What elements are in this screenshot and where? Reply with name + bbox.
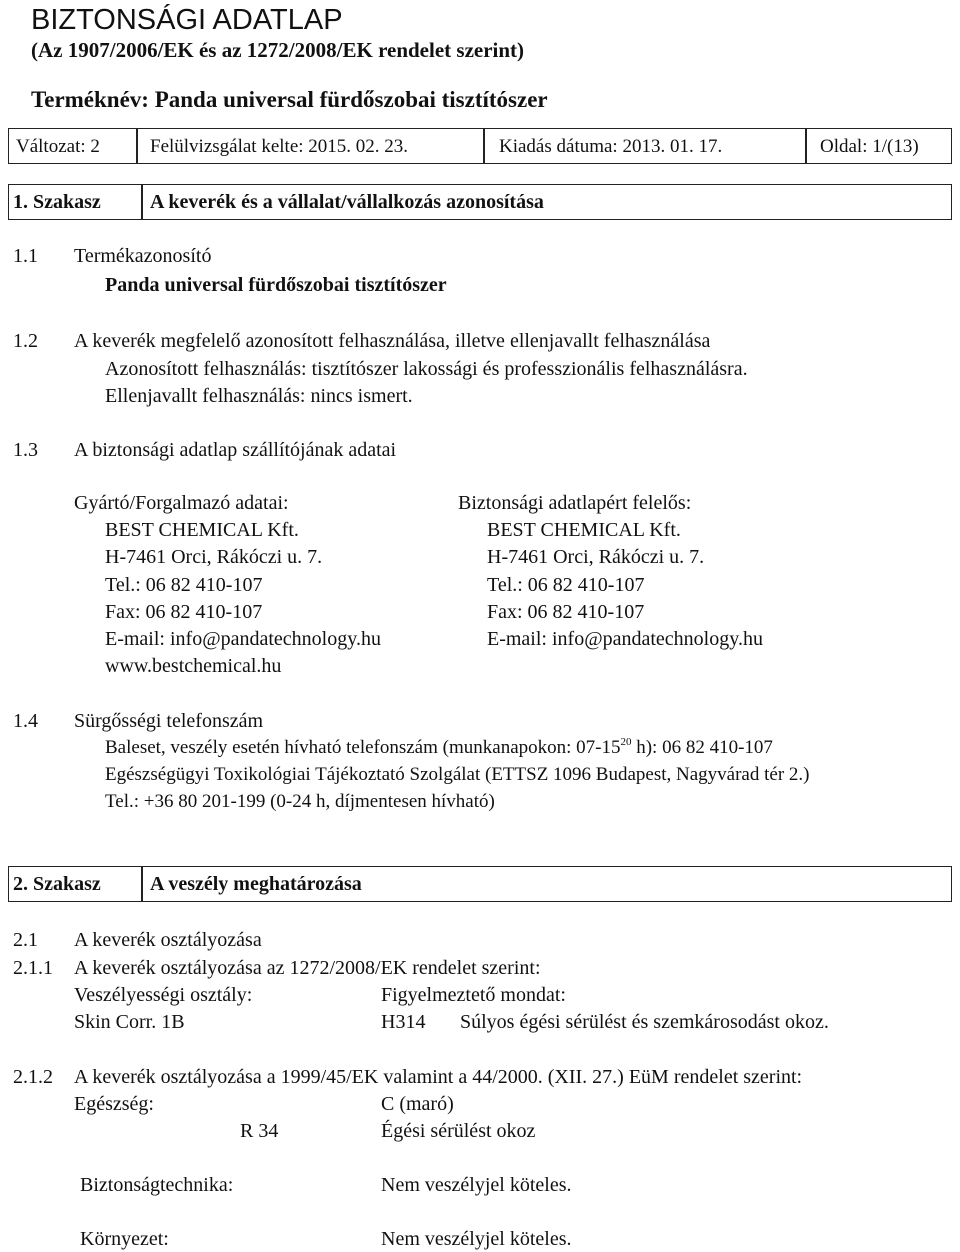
hours-superscript: 20 — [620, 736, 632, 748]
s11-title: Termékazonosító — [74, 245, 212, 267]
regulation-subtitle: (Az 1907/2006/EK és az 1272/2008/EK rendelet szerint) — [31, 38, 525, 62]
emergency-phone-line — [105, 738, 773, 757]
responsible-heading: Biztonsági adatlapért felelős: — [458, 492, 692, 514]
s11-product-name: Panda universal fürdőszobai tisztítószer — [105, 274, 447, 296]
s211-title: A keverék osztályozása az 1272/2008/EK rendelet szerint: — [74, 957, 541, 979]
safety-value: Nem veszélyjel köteles. — [381, 1174, 572, 1196]
supplier-fax: Fax: 06 82 410-107 — [105, 601, 263, 623]
responsible-company: BEST CHEMICAL Kft. — [487, 519, 681, 541]
s12-identified-use: Azonosított felhasználás: tisztítószer lakossági és professzionális felhasználásra. — [105, 358, 748, 380]
hazard-class-value: Skin Corr. 1B — [74, 1011, 185, 1033]
warning-label: Figyelmeztető mondat: — [381, 984, 566, 1006]
health-value: C (maró) — [381, 1093, 454, 1115]
responsible-email[interactable]: E-mail: info@pandatechnology.hu — [487, 628, 763, 650]
s212-number: 2.1.2 — [13, 1066, 53, 1088]
environment-label: Környezet: — [80, 1228, 169, 1250]
version-label: Változat: 2 — [16, 136, 100, 157]
r-phrase: Égési sérülést okoz — [381, 1120, 536, 1142]
revision-date: Felülvizsgálat kelte: 2015. 02. 23. — [150, 136, 409, 157]
s11-number: 1.1 — [13, 245, 38, 267]
page-number: Oldal: 1/(13) — [820, 136, 919, 157]
section2-number: 2. Szakasz — [13, 873, 101, 895]
supplier-company: BEST CHEMICAL Kft. — [105, 519, 299, 541]
product-name-header: Terméknév: Panda universal fürdőszobai tisztítószer — [31, 87, 548, 112]
meta-divider — [483, 128, 485, 164]
supplier-email[interactable]: E-mail: info@pandatechnology.hu — [105, 628, 381, 650]
s212-title: A keverék osztályozása a 1999/45/EK valamint a 44/2000. (XII. 27.) EüM rendelet szerint: — [74, 1066, 803, 1088]
supplier-website[interactable]: www.bestchemical.hu — [105, 655, 282, 677]
section1-number: 1. Szakasz — [13, 191, 101, 213]
toxicology-phone: Tel.: +36 80 201-199 (0-24 h, díjmentesen hívható) — [105, 791, 495, 812]
section2-title: A veszély meghatározása — [150, 873, 362, 895]
s21-number: 2.1 — [13, 929, 38, 951]
s13-title: A biztonsági adatlap szállítójának adatai — [74, 439, 397, 461]
responsible-fax: Fax: 06 82 410-107 — [487, 601, 645, 623]
h-statement: Súlyos égési sérülést és szemkárosodást okoz. — [460, 1011, 829, 1033]
hazard-class-label: Veszélyességi osztály: — [74, 984, 253, 1006]
s13-number: 1.3 — [13, 439, 38, 461]
section1-divider — [141, 184, 143, 220]
environment-value: Nem veszélyjel köteles. — [381, 1228, 572, 1250]
supplier-heading: Gyártó/Forgalmazó adatai: — [74, 492, 289, 514]
safety-label: Biztonságtechnika: — [80, 1174, 234, 1196]
s14-title: Sürgősségi telefonszám — [74, 710, 264, 732]
r-code: R 34 — [240, 1120, 279, 1142]
h-code: H314 — [381, 1011, 426, 1033]
s12-title: A keverék megfelelő azonosított felhasználása, illetve ellenjavallt felhasználása — [74, 330, 711, 352]
emergency-phone-number: h): 06 82 410-107 — [631, 737, 773, 758]
s211-number: 2.1.1 — [13, 957, 53, 979]
section1-title: A keverék és a vállalat/vállalkozás azonosítása — [150, 191, 544, 213]
toxicology-service: Egészségügyi Toxikológiai Tájékoztató Szolgálat (ETTSZ 1096 Budapest, Nagyvárad tér 2.) — [105, 764, 810, 785]
supplier-tel: Tel.: 06 82 410-107 — [105, 574, 263, 596]
s14-number: 1.4 — [13, 710, 38, 732]
health-label: Egészség: — [74, 1093, 154, 1115]
meta-divider — [136, 128, 138, 164]
s12-contraindicated-use: Ellenjavallt felhasználás: nincs ismert. — [105, 385, 413, 407]
s12-number: 1.2 — [13, 330, 38, 352]
supplier-address: H-7461 Orci, Rákóczi u. 7. — [105, 546, 323, 568]
issue-date: Kiadás dátuma: 2013. 01. 17. — [499, 136, 723, 157]
document-title: BIZTONSÁGI ADATLAP — [31, 4, 343, 36]
s21-title: A keverék osztályozása — [74, 929, 262, 951]
meta-divider — [805, 128, 807, 164]
responsible-tel: Tel.: 06 82 410-107 — [487, 574, 645, 596]
emergency-phone-text: Baleset, veszély esetén hívható telefonszám (munkanapokon: 07-15 — [105, 737, 621, 758]
section2-divider — [141, 866, 143, 902]
responsible-address: H-7461 Orci, Rákóczi u. 7. — [487, 546, 705, 568]
